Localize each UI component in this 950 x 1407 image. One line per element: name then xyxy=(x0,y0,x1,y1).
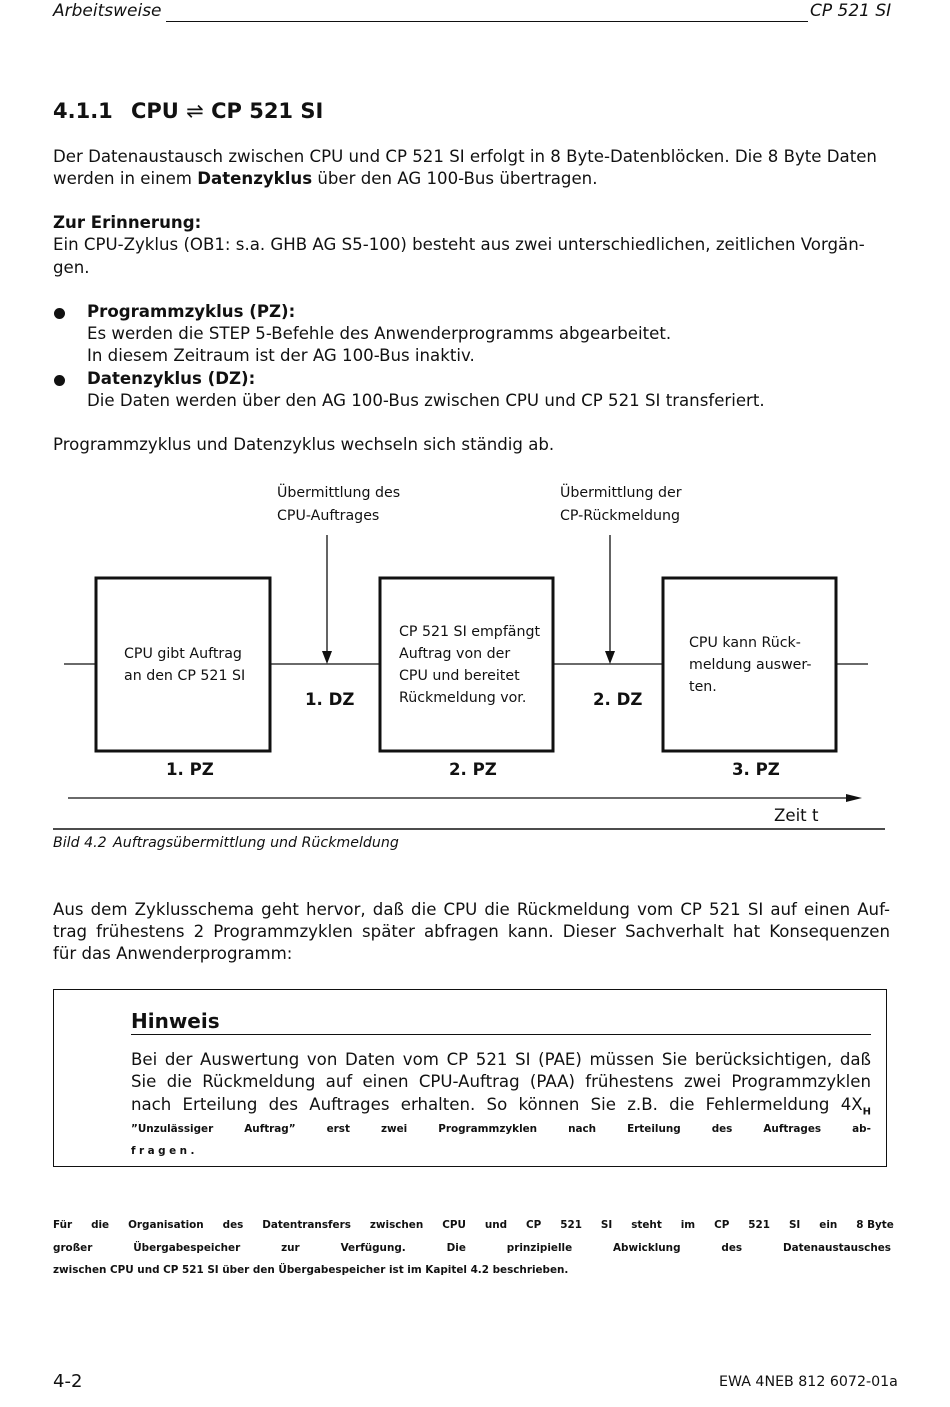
footer-word: CP xyxy=(526,1219,542,1231)
note-line-1: Bei der Auswertung von Daten vom CP 521 SI (PAE) müssen Sie berücksichtigen, daß xyxy=(131,1050,871,1069)
footer-word: zwischen xyxy=(369,1219,424,1231)
note-word: zwei xyxy=(380,1123,408,1135)
program-cycle-label-3: 3. PZ xyxy=(732,760,780,779)
alternation-text: Programmzyklus und Datenzyklus wechseln sich ständig ab. xyxy=(53,435,555,454)
arrow-down-icon xyxy=(605,651,615,664)
order-transfer-label-2: CPU-Auftrages xyxy=(277,508,380,524)
section-title-right: CP 521 SI xyxy=(211,99,324,123)
note-line-3-text: nach Erteilung des Auftrages erhalten. So können Sie z.B. die Fehlermeldung 4X xyxy=(131,1095,863,1114)
feedback-transfer-label-2: CP-Rückmeldung xyxy=(560,508,680,524)
footer-word: Die xyxy=(446,1242,466,1254)
box-2-line-2: Auftrag von der xyxy=(399,646,511,662)
footer-word: des xyxy=(721,1242,743,1254)
note-line-5: fragen. xyxy=(131,1145,198,1157)
box-1-line-1: CPU gibt Auftrag xyxy=(124,646,242,662)
exchange-arrows-icon: ⇌ xyxy=(186,99,204,123)
section-number: 4.1.1 xyxy=(53,99,113,123)
note-word: Erteilung xyxy=(627,1123,681,1135)
reminder-line-1: Ein CPU-Zyklus (OB1: s.a. GHB AG S5-100) besteht aus zwei unterschiedlichen, zeitlichen Vorgän- xyxy=(53,235,865,254)
data-cycle-label-2: 2. DZ xyxy=(593,690,643,709)
note-line-4 xyxy=(131,1123,871,1135)
footer-word: steht xyxy=(631,1219,662,1231)
bullet-programmzyklus-line-1: Es werden die STEP 5-Befehle des Anwenderprogramms abgearbeitet. xyxy=(87,324,672,343)
consequence-line-3: für das Anwenderprogramm: xyxy=(53,944,293,963)
bullet-datenzyklus-line-1: Die Daten werden über den AG 100-Bus zwischen CPU und CP 521 SI transferiert. xyxy=(87,391,765,410)
reminder-heading: Zur Erinnerung: xyxy=(53,213,202,232)
intro-line-1: Der Datenaustausch zwischen CPU und CP 521 SI erfolgt in 8 Byte-Datenblöcken. Die 8 Byte Daten xyxy=(53,147,877,166)
box-3-line-3: ten. xyxy=(689,679,717,695)
footer-word: Für xyxy=(53,1219,73,1231)
footer-word: Organisation xyxy=(128,1219,204,1231)
note-line-2: Sie die Rückmeldung auf einen CPU-Auftrag (PAA) frühestens zwei Programmzyklen xyxy=(131,1072,871,1091)
note-line-3-subscript: H xyxy=(862,1106,871,1118)
feedback-transfer-label-1: Übermittlung der xyxy=(560,485,682,501)
note-title-rule xyxy=(131,1034,871,1035)
footer-word: Datenaustausches xyxy=(782,1242,891,1254)
box-3-line-1: CPU kann Rück- xyxy=(689,635,801,651)
intro-line-2-end: über den AG 100-Bus übertragen. xyxy=(312,169,598,188)
box-2-line-3: CPU und bereitet xyxy=(399,668,520,684)
footer-word: SI xyxy=(600,1219,613,1231)
footer-word: die xyxy=(91,1219,110,1231)
box-2-line-4: Rückmeldung vor. xyxy=(399,690,527,706)
document-id: EWA 4NEB 812 6072-01a xyxy=(719,1374,898,1390)
footer-word: CPU xyxy=(442,1219,466,1231)
intro-line-2-start: werden in einem xyxy=(53,169,198,188)
footer-word: großer xyxy=(53,1242,93,1254)
box-1-line-2: an den CP 521 SI xyxy=(124,668,246,684)
footer-word: des xyxy=(222,1219,244,1231)
footer-word: Übergabespeicher xyxy=(133,1242,241,1254)
footer-text-line-3: zwischen CPU und CP 521 SI über den Übergabespeicher ist im Kapitel 4.2 beschrieben. xyxy=(53,1264,569,1276)
footer-word: 521 xyxy=(560,1219,582,1231)
footer-word: 8 Byte xyxy=(856,1219,894,1231)
note-word: ab- xyxy=(852,1123,871,1135)
footer-word: und xyxy=(484,1219,508,1231)
data-cycle-label-1: 1. DZ xyxy=(305,690,355,709)
footer-text-line-2 xyxy=(53,1242,891,1254)
header-document-title: CP 521 SI xyxy=(810,1,892,21)
consequence-line-1: Aus dem Zyklusschema geht hervor, daß die CPU die Rückmeldung vom CP 521 SI auf einen Auf- xyxy=(53,900,890,919)
program-cycle-label-2: 2. PZ xyxy=(449,760,497,779)
footer-text-line-1 xyxy=(53,1219,894,1231)
footer-word: im xyxy=(680,1219,696,1231)
order-transfer-label-1: Übermittlung des xyxy=(277,485,401,501)
figure-caption: Auftragsübermittlung und Rückmeldung xyxy=(113,835,399,851)
bullet-programmzyklus-title: Programmzyklus (PZ): xyxy=(87,302,296,321)
header-section-title: Arbeitsweise xyxy=(53,1,162,21)
bullet-datenzyklus-title: Datenzyklus (DZ): xyxy=(87,369,256,388)
note-word: erst xyxy=(326,1123,350,1135)
arrow-right-icon xyxy=(846,794,862,802)
intro-keyword-datenzyklus: Datenzyklus xyxy=(197,169,313,188)
footer-word: 521 xyxy=(748,1219,770,1231)
box-3-line-2: meldung auswer- xyxy=(689,657,812,673)
footer-word: Abwicklung xyxy=(613,1242,681,1254)
footer-word: Verfügung. xyxy=(340,1242,406,1254)
footer-word: CP xyxy=(714,1219,730,1231)
footer-word: ein xyxy=(819,1219,838,1231)
note-word: Programmzyklen xyxy=(438,1123,538,1135)
footer-word: prinzipielle xyxy=(506,1242,573,1254)
box-2-line-1: CP 521 SI empfängt xyxy=(399,624,541,640)
note-line-3 xyxy=(131,1094,871,1123)
page-number: 4-2 xyxy=(53,1371,83,1392)
figure-number: Bild 4.2 xyxy=(53,835,107,851)
footer-word: SI xyxy=(788,1219,801,1231)
arrow-down-icon xyxy=(322,651,332,664)
program-cycle-label-1: 1. PZ xyxy=(166,760,214,779)
note-word: nach xyxy=(568,1123,597,1135)
footer-word: Datentransfers xyxy=(262,1219,351,1231)
time-axis-label: Zeit t xyxy=(774,806,819,825)
note-word: des xyxy=(711,1123,733,1135)
note-title: Hinweis xyxy=(131,1009,220,1033)
reminder-line-2: gen. xyxy=(53,258,90,277)
note-word: Auftrag” xyxy=(244,1123,296,1135)
bullet-programmzyklus-line-2: In diesem Zeitraum ist der AG 100-Bus inaktiv. xyxy=(87,346,475,365)
section-title-left: CPU xyxy=(131,99,179,123)
note-word: ”Unzulässiger xyxy=(131,1123,214,1135)
footer-word: zur xyxy=(281,1242,300,1254)
note-word: Auftrages xyxy=(763,1123,822,1135)
consequence-line-2: trag frühestens 2 Programmzyklen später abfragen kann. Dieser Sachverhalt hat Konsequenzen xyxy=(53,922,890,941)
